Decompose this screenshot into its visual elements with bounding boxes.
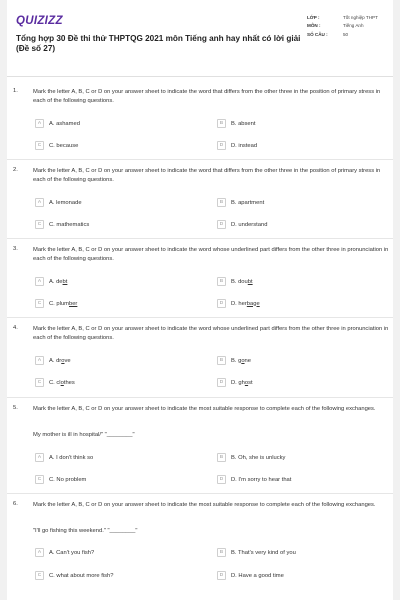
option-letter: C	[35, 571, 44, 580]
question-number: 4.	[13, 325, 18, 331]
option-letter: C	[35, 378, 44, 387]
worksheet-page	[7, 0, 393, 600]
option-text: B. gone	[231, 357, 251, 364]
question-text: Mark the letter A, B, C or D on your answer sheet to indicate the word that differs from the other three in the position of primary stress in each of the following questions.	[33, 168, 381, 183]
option-letter: B	[217, 356, 226, 365]
question-number: 3.	[13, 246, 18, 252]
option-letter: D	[217, 571, 226, 580]
option-c[interactable]	[35, 140, 78, 151]
option-letter: A	[35, 356, 44, 365]
meta-subject-row	[307, 23, 389, 30]
meta-count-label: SỐ CÂU :	[307, 31, 328, 37]
question-text: Mark the letter A, B, C or D on your answer sheet to indicate the word whose underlined part differs from the other three in pronunciation in each of the following questions.	[33, 247, 389, 262]
option-letter: B	[217, 548, 226, 557]
meta-panel	[307, 15, 389, 38]
question-text: Mark the letter A, B, C or D on your answer sheet to indicate the most suitable response to complete each of the following exchanges.	[33, 406, 376, 412]
meta-class-label: LỚP :	[307, 15, 320, 20]
option-letter: C	[35, 141, 44, 150]
meta-count-row	[307, 32, 389, 39]
option-letter: D	[217, 475, 226, 484]
option-letter: D	[217, 141, 226, 150]
meta-subject-label: MÔN :	[307, 23, 321, 29]
option-letter: B	[217, 198, 226, 207]
option-d[interactable]	[217, 140, 257, 151]
option-letter: C	[35, 220, 44, 229]
option-letter: B	[217, 277, 226, 286]
question-text: Mark the letter A, B, C or D on your answer sheet to indicate the most suitable response to complete each of the following exchanges.	[33, 502, 376, 508]
option-a[interactable]	[35, 276, 67, 287]
option-b[interactable]	[217, 118, 256, 129]
meta-class-value: Tốt nghiệp THPT	[343, 15, 378, 20]
option-d[interactable]	[217, 298, 260, 309]
option-a[interactable]	[35, 452, 93, 463]
option-text: D. ghost	[231, 379, 253, 386]
option-c[interactable]	[35, 219, 89, 230]
question-number: 2.	[13, 167, 18, 173]
option-letter: A	[35, 277, 44, 286]
option-text: C. mathematics	[49, 221, 90, 228]
option-a[interactable]	[35, 118, 80, 129]
option-text: D. herbage	[231, 300, 260, 307]
question-number: 1.	[13, 88, 18, 94]
option-text: A. Can't you fish?	[49, 549, 95, 556]
option-c[interactable]	[35, 570, 113, 581]
divider	[7, 317, 393, 318]
option-c[interactable]	[35, 474, 86, 485]
option-c[interactable]	[35, 298, 77, 309]
option-text: D. instead	[231, 142, 258, 149]
option-text: C. No problem	[49, 476, 87, 483]
option-b[interactable]	[217, 452, 285, 463]
option-b[interactable]	[217, 355, 251, 366]
option-b[interactable]	[217, 197, 264, 208]
question-prompt: My mother is ill in hospital/" "________"	[33, 432, 135, 438]
option-letter: A	[35, 119, 44, 128]
document-title: Tổng hợp 30 Đề thi thử THPTQG 2021 môn Tiếng anh hay nhất có lời giải (Đề số 27)	[16, 34, 301, 53]
option-text: A. debt	[49, 278, 68, 285]
question-number: 5.	[13, 405, 18, 411]
question-text: Mark the letter A, B, C or D on your answer sheet to indicate the word that differs from the other three in the position of primary stress in each of the following questions.	[33, 89, 381, 104]
option-text: D. Have a good time	[231, 572, 284, 579]
option-d[interactable]	[217, 219, 267, 230]
divider	[7, 159, 393, 160]
option-text: B. That's very kind of you	[231, 549, 296, 556]
option-letter: B	[217, 453, 226, 462]
divider	[7, 493, 393, 494]
option-letter: D	[217, 220, 226, 229]
question-prompt: "I'll go fishing this weekend." "________"	[33, 528, 138, 534]
divider	[7, 238, 393, 239]
option-text: A. I don't think so	[49, 454, 94, 461]
option-text: C. because	[49, 142, 79, 149]
option-text: D. understand	[231, 221, 268, 228]
option-a[interactable]	[35, 197, 82, 208]
worksheet-header	[7, 0, 393, 77]
option-a[interactable]	[35, 547, 94, 558]
option-d[interactable]	[217, 377, 253, 388]
option-d[interactable]	[217, 474, 291, 485]
option-a[interactable]	[35, 355, 71, 366]
option-text: D. I'm sorry to hear that	[231, 476, 292, 483]
option-text: B. apartment	[231, 199, 265, 206]
brand-logo: QUIZIZZ	[16, 15, 63, 27]
option-letter: A	[35, 548, 44, 557]
option-text: A. lemonade	[49, 199, 82, 206]
option-letter: C	[35, 299, 44, 308]
question-number: 6.	[13, 501, 18, 507]
option-c[interactable]	[35, 377, 75, 388]
option-b[interactable]	[217, 547, 296, 558]
option-text: C. plumber	[49, 300, 78, 307]
divider	[7, 397, 393, 398]
option-text: A. ashamed	[49, 120, 80, 127]
option-letter: A	[35, 453, 44, 462]
option-text: B. doubt	[231, 278, 253, 285]
option-letter: A	[35, 198, 44, 207]
option-text: C. what about more fish?	[49, 572, 114, 579]
option-text: C. clothes	[49, 379, 75, 386]
option-letter: B	[217, 119, 226, 128]
meta-class-row	[307, 15, 389, 22]
option-d[interactable]	[217, 570, 284, 581]
option-letter: D	[217, 378, 226, 387]
option-b[interactable]	[217, 276, 253, 287]
option-text: B. absent	[231, 120, 256, 127]
option-text: B. Oh, she is unlucky	[231, 454, 286, 461]
option-letter: C	[35, 475, 44, 484]
option-text: A. drove	[49, 357, 71, 364]
meta-subject-value: Tiếng Anh	[343, 23, 364, 29]
meta-count-value: 50	[343, 31, 349, 37]
question-text: Mark the letter A, B, C or D on your answer sheet to indicate the word whose underlined part differs from the other three in pronunciation in each of the following questions.	[33, 326, 389, 341]
option-letter: D	[217, 299, 226, 308]
